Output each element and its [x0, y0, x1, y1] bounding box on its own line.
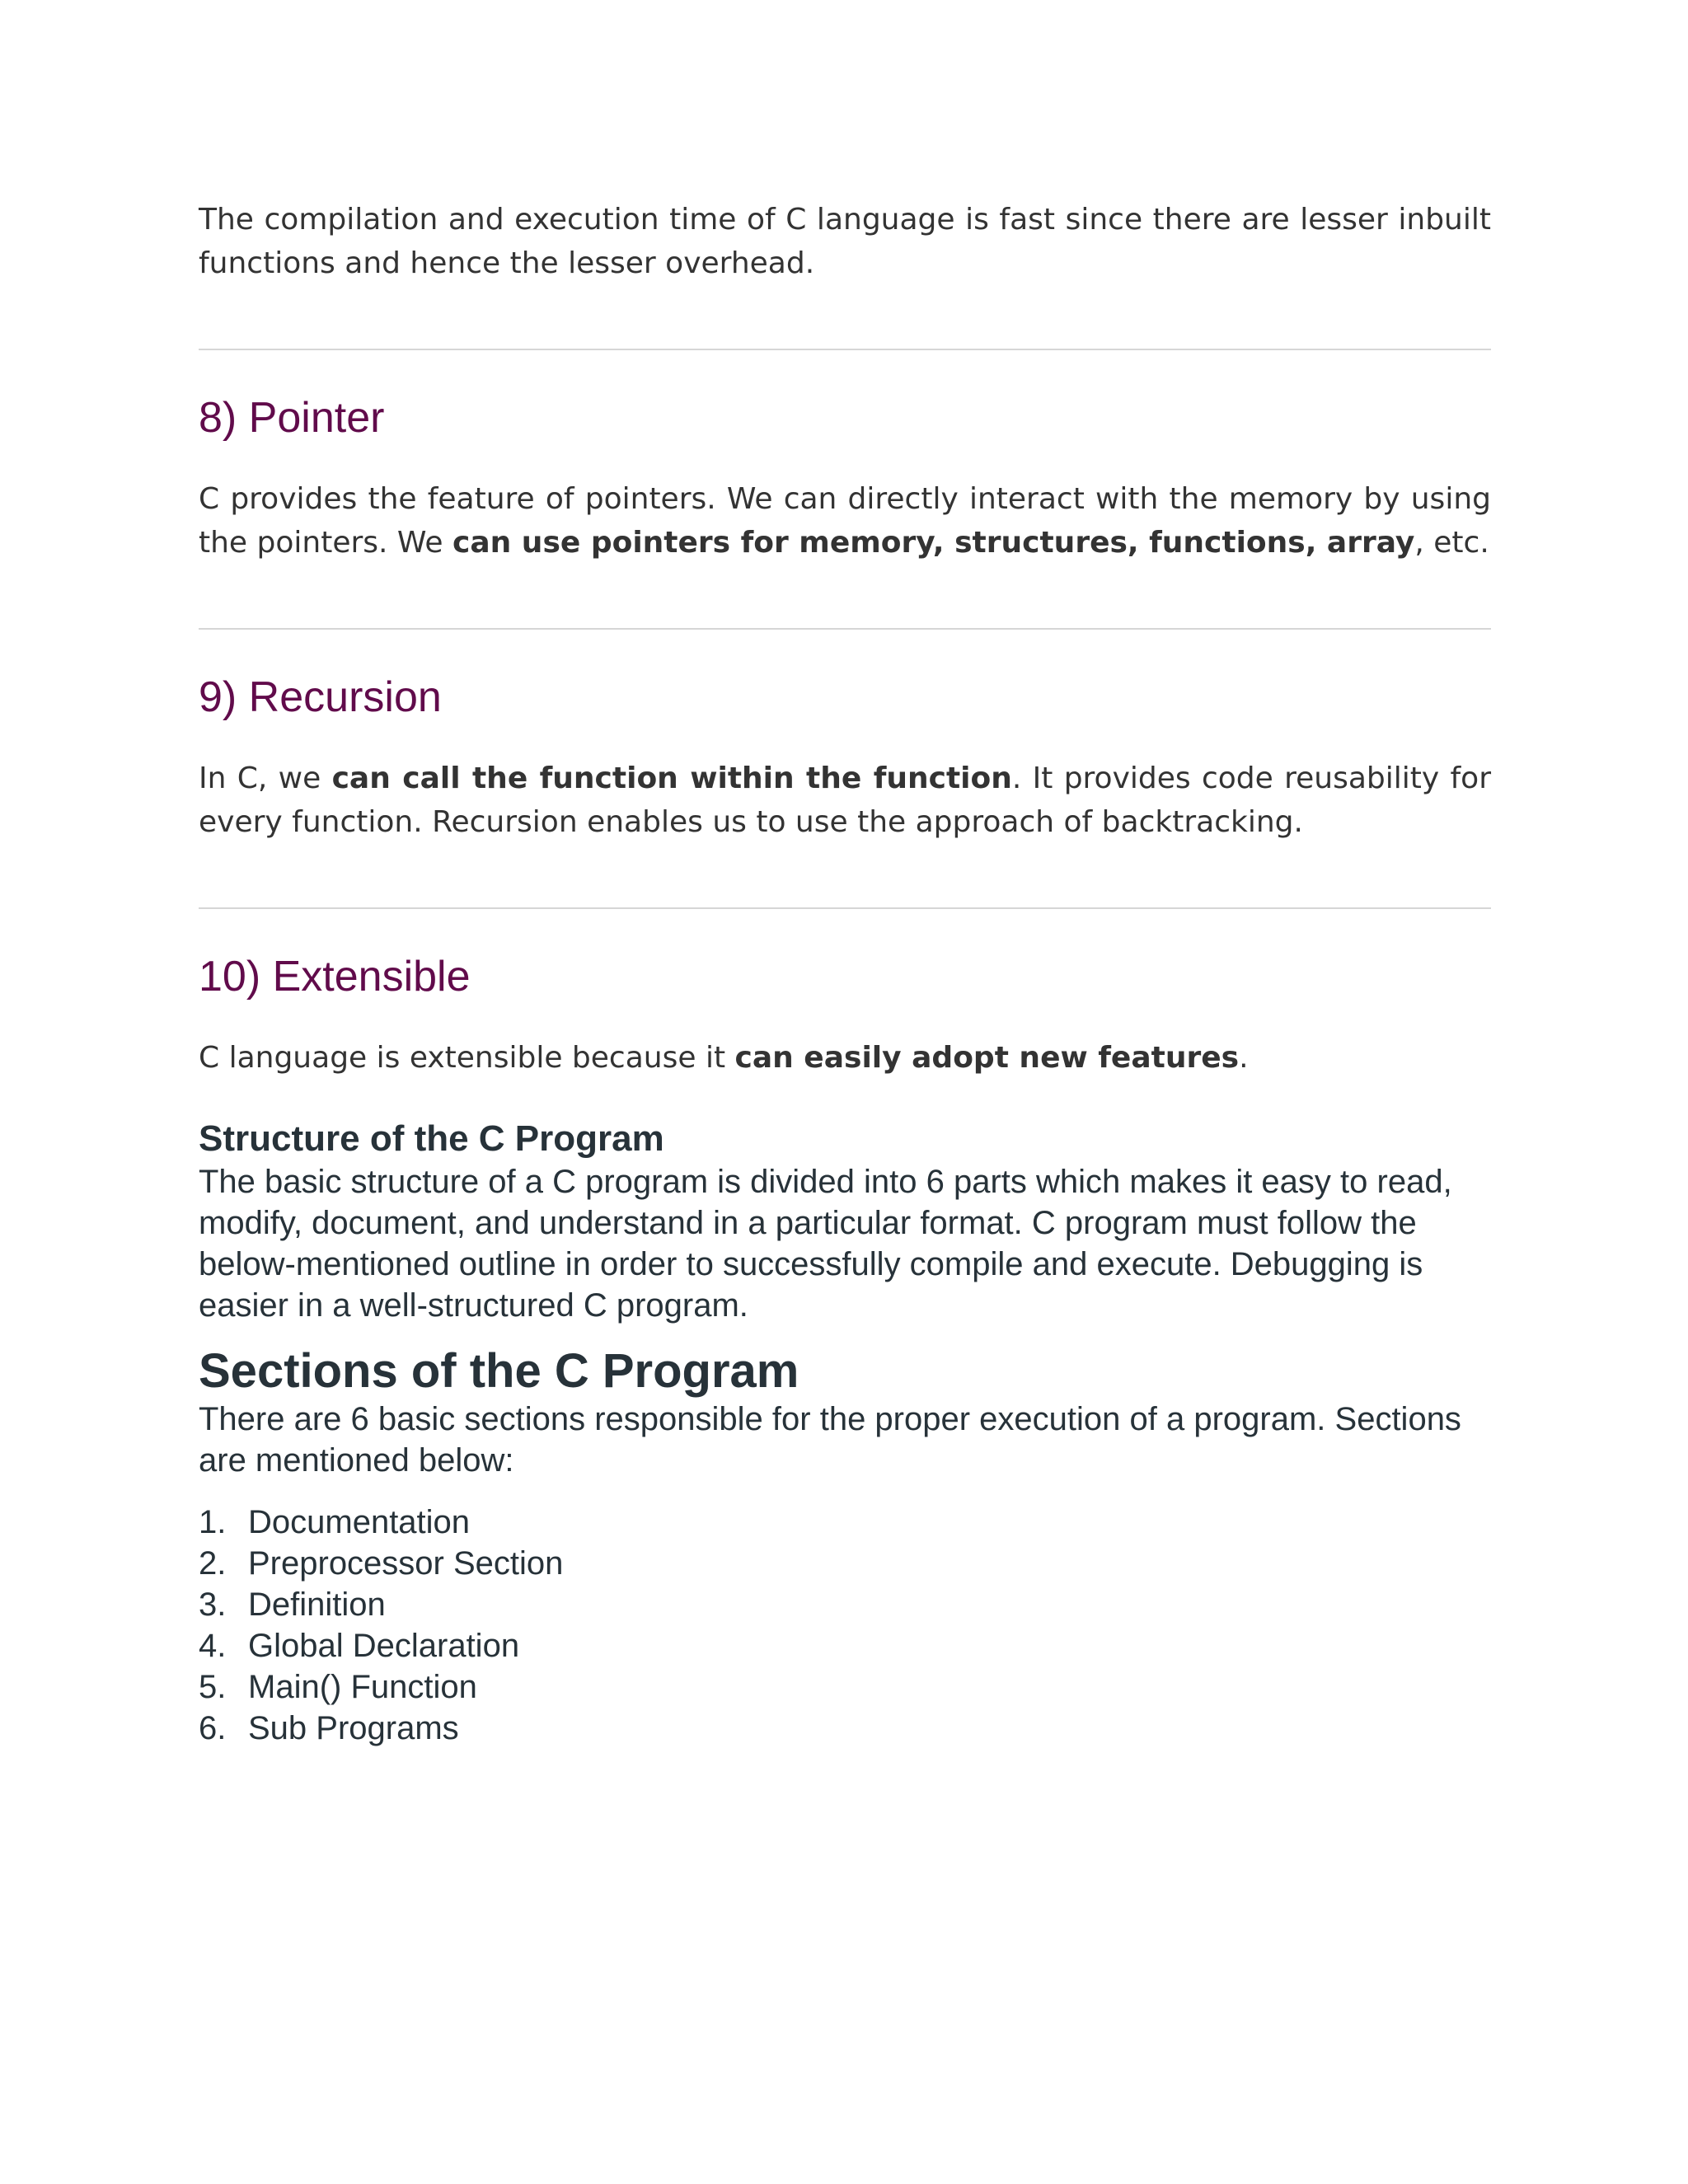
- document-page: [199, 198, 1491, 1749]
- list-label: Definition: [248, 1586, 386, 1623]
- intro-paragraph: The compilation and execution time of C language is fast since there are lesser inbuilt functions and hence the lesser overhead.: [199, 203, 1491, 280]
- bold-segment: can use pointers for memory, structures, functions, array: [452, 526, 1415, 560]
- structure-heading: Structure of the C Program: [199, 1118, 664, 1159]
- list-number: 2.: [199, 1545, 227, 1582]
- text-segment: , etc.: [1414, 526, 1489, 560]
- text-segment: C provides the feature of pointers. We can directly interact with the memory by using the pointers. We: [199, 482, 1491, 560]
- section-divider: [199, 907, 1491, 909]
- list-number: 6.: [199, 1710, 227, 1746]
- list-item: [199, 1666, 1491, 1708]
- sections-heading: Sections of the C Program: [199, 1344, 799, 1398]
- text-segment: . It provides code reusability for every function. Recursion enables us to use the approach of backtracking.: [199, 762, 1491, 839]
- list-number: 1.: [199, 1504, 227, 1540]
- feature-text-extensible: [199, 1036, 1491, 1080]
- section-divider: [199, 628, 1491, 630]
- list-label: Global Declaration: [248, 1628, 520, 1664]
- feature-heading-extensible: 10) Extensible: [199, 953, 471, 1001]
- sections-list: [199, 1502, 1491, 1749]
- list-number: 5.: [199, 1669, 227, 1705]
- text-segment: .: [1239, 1041, 1249, 1075]
- list-item: [199, 1708, 1491, 1749]
- sections-paragraph: There are 6 basic sections responsible for the proper execution of a program. Sections are mentioned below:: [199, 1401, 1461, 1479]
- feature-heading-pointer: 8) Pointer: [199, 394, 385, 442]
- list-number: 3.: [199, 1586, 227, 1623]
- list-label: Documentation: [248, 1504, 471, 1540]
- bold-segment: can call the function within the function: [331, 762, 1012, 795]
- list-label: Sub Programs: [248, 1710, 459, 1746]
- list-item: [199, 1584, 1491, 1625]
- list-label: Main() Function: [248, 1669, 477, 1705]
- bold-segment: can easily adopt new features: [734, 1041, 1240, 1075]
- section-divider: [199, 349, 1491, 350]
- text-segment: C language is extensible because it: [199, 1041, 735, 1075]
- list-number: 4.: [199, 1628, 227, 1664]
- feature-text-recursion: [199, 757, 1491, 844]
- structure-paragraph: The basic structure of a C program is divided into 6 parts which makes it easy to read, modify, document, and understand in a particular format. C program must follow the below-mentioned outline in order to successfully compile and execute. Debugging is easier in a well-structured C program.: [199, 1164, 1452, 1324]
- list-item: [199, 1502, 1491, 1543]
- list-label: Preprocessor Section: [248, 1545, 564, 1582]
- feature-text-pointer: [199, 477, 1491, 565]
- feature-heading-recursion: 9) Recursion: [199, 673, 442, 721]
- list-item: [199, 1625, 1491, 1666]
- list-item: [199, 1543, 1491, 1584]
- text-segment: In C, we: [199, 762, 332, 795]
